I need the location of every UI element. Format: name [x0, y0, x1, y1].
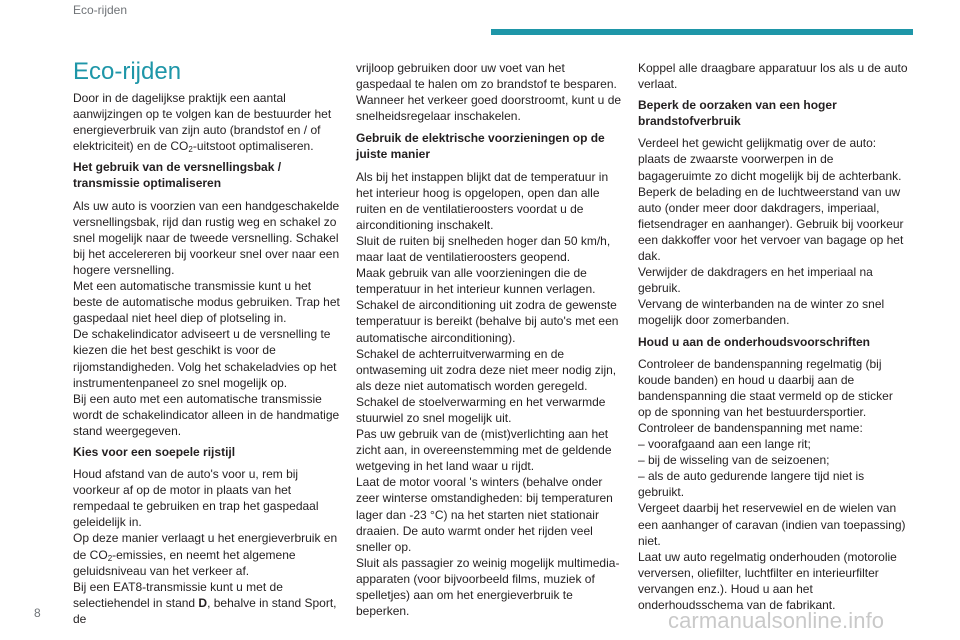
column-2: [356, 60, 622, 619]
driving-style-text-2: -emissies, en neemt het algemene geluidsniveau van het verkeer af. Bij een EAT8-transmissie kunt u met de selectiehendel in stand: [73, 547, 296, 610]
continuation-paragraph: Koppel alle draagbare apparatuur los als u de auto verlaat.: [638, 61, 908, 92]
column-1: [73, 58, 343, 627]
watermark: carmanualsonline.info: [668, 608, 885, 633]
driving-style-paragraph: [73, 466, 343, 627]
page-title: Eco-rijden: [73, 58, 182, 85]
heading-maintenance: Houd u aan de onderhoudsvoorschriften: [638, 334, 871, 349]
co2-subscript: 2: [188, 145, 193, 155]
column-3: [638, 60, 908, 613]
electrical-paragraph: Als bij het instappen blijkt dat de temperatuur in het interieur hoog is opgelopen, open dan alle ruiten en de ventilatieroosters voordat u de airconditioning inschakelt. Sluit de ruiten bij snelheden hoger dan 50 km/h, maar laat de ventilatieroosters geopend. Maak gebruik van alle voorzieningen die de temperatuur in het interieur kunnen verlagen. Schakel de airconditioning uit zodra de gewenste temperatuur is bereikt (behalve bij auto's met een automatische airconditioning). Schakel de achterruitverwarming en de ontwaseming uit zodra deze niet meer nodig zijn, als deze niet automatisch worden geregeld. Schakel de stoelverwarming en het verwarmde stuurwiel zo snel mogelijk uit. Pas uw gebruik van de (mist)verlichting aan het zicht aan, in overeenstemming met de geldende wetgeving in het land waar u rijdt. Laat de motor vooral 's winters (behalve onder zeer winterse omstandigheden: bij temperaturen lager dan -23 °C) na het starten niet stationair draaien. De auto warmt onder het rijden veel sneller op. Sluit als passagier zo weinig mogelijk multimedia-apparaten (voor bijvoorbeeld films, muziek of spelletjes) aan om het energieverbruik te beperken.: [356, 169, 620, 619]
intro-paragraph: [73, 90, 343, 154]
intro-text: Door in de dagelijkse praktijk een aantal aanwijzingen op te volgen kan de bestuurder het energieverbruik van zijn auto (brandstof en / of elektriciteit) en de CO: [73, 91, 332, 154]
heading-gearbox: Het gebruik van de versnellingsbak / transmissie optimaliseren: [73, 160, 282, 191]
driving-style-text-3: , behalve in stand Sport, de: [73, 595, 337, 626]
heading-electrical: Gebruik de elektrische voorzieningen op de juiste manier: [356, 131, 605, 162]
header-accent-bar: [491, 29, 913, 35]
gearbox-paragraph: Als uw auto is voorzien van een handgeschakelde versnellingsbak, rijd dan rustig weg en schakel zo snel mogelijk naar de tweede versnelling. Schakel bij het accelereren bij voorkeur snel over naar een hogere versnelling. Met een automatische transmissie kunt u het beste de automatische modus gebruiken. Trap het gaspedaal niet heel diep of plotseling in. De schakelindicator adviseert u de versnelling te kiezen die het best geschikt is voor de rijomstandigheden. Volg het schakeladvies op het instrumentenpaneel zo snel mogelijk op. Bij een auto met een automatische transmissie wordt de schakelindicator alleen in de handmatige stand weergegeven.: [73, 198, 340, 438]
driving-style-text: Houd afstand van de auto's voor u, rem bij voorkeur af op de motor in plaats van het rempedaal te gebruiken en trap het gaspedaal geleidelijk in. Op deze manier verlaagt u het energieverbruik en de CO: [73, 467, 338, 562]
consumption-causes-paragraph: Verdeel het gewicht gelijkmatig over de auto: plaats de zwaarste voorwerpen in de bagageruimte zo dicht mogelijk bij de achterbank. Beperk de belading en de luchtweerstand van uw auto (onder meer door dakdragers, imperiaal, fietsendrager en aanhanger). Gebruik bij voorkeur een dakkoffer voor het vervoer van bagage op het dak. Verwijder de dakdragers en het imperiaal na gebruik. Vervang de winterbanden na de winter zo snel mogelijk door zomerbanden.: [638, 136, 904, 328]
continuation-paragraph: vrijloop gebruiken door uw voet van het gaspedaal te halen om zo brandstof te besparen. Wanneer het verkeer goed doorstroomt, kunt u de snelheidsregelaar inschakelen.: [356, 61, 622, 124]
heading-driving-style: Kies voor een soepele rijstijl: [73, 444, 236, 459]
running-header: Eco-rijden: [73, 3, 128, 17]
heading-consumption-causes: Beperk de oorzaken van een hoger brandstofverbruik: [638, 98, 837, 129]
co2-subscript: 2: [107, 553, 113, 563]
intro-text-end: -uitstoot optimaliseren.: [192, 139, 314, 154]
maintenance-paragraph: Controleer de bandenspanning regelmatig (bij koude banden) en houd u daarbij aan de bandenspanning die staat vermeld op de sticker op de sponning van het bestuurdersportier. Controleer de bandenspanning met name: – voorafgaand aan een lange rit; – bij de wisseling van de seizoenen; – als de auto gedurende langere tijd niet is gebruikt. Vergeet daarbij het reservewiel en de wielen van een aanhanger of caravan (indien van toepassing) niet. Laat uw auto regelmatig onderhouden (motorolie verversen, oliefilter, luchtfilter en interieurfilter vervangen enz.). Houd u aan het onderhoudsschema van de fabrikant.: [638, 356, 906, 612]
page-number: 8: [34, 606, 41, 620]
gear-position-d: D: [198, 595, 208, 610]
